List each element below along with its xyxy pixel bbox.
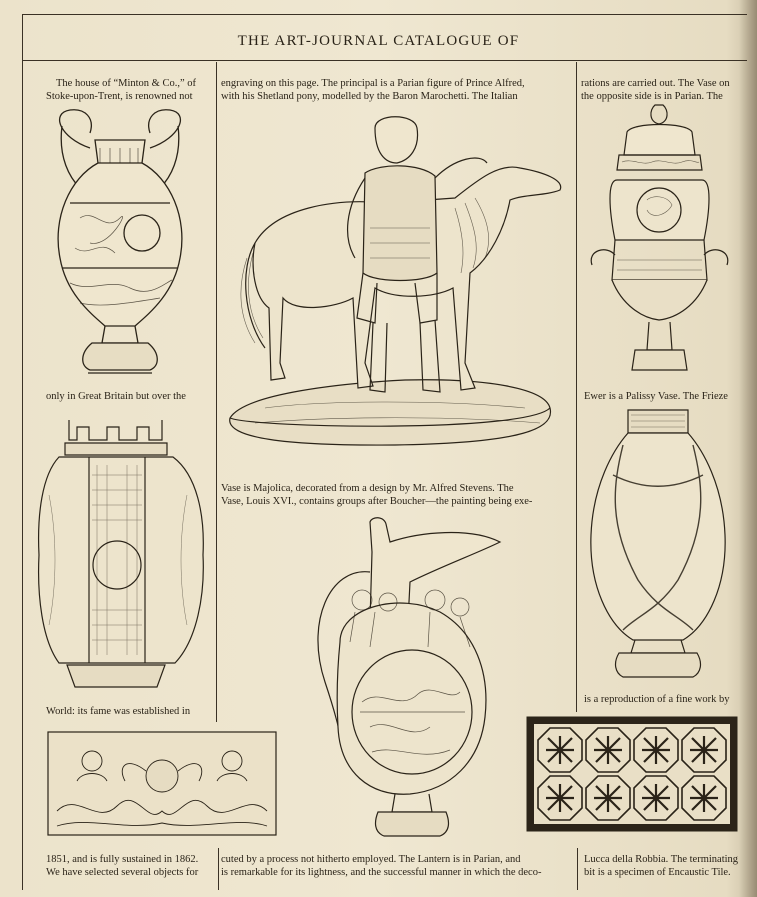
left-intro-line-1: The house of “Minton & Co.,” of — [56, 78, 196, 89]
louis-xvi-vase-engraving — [587, 100, 732, 385]
prince-alfred-pony-engraving — [225, 108, 570, 453]
center-top-line-2: with his Shetland pony, modelled by the Baron Marochetti. The Italian — [221, 91, 518, 102]
left-world-line: World: its fame was established in — [46, 706, 191, 717]
center-mid-line-1: Vase is Majolica, decorated from a design by Mr. Alfred Stevens. The — [221, 483, 514, 494]
page-title: THE ART-JOURNAL CATALOGUE OF — [237, 33, 520, 49]
right-top-line-1: rations are carried out. The Vase on — [581, 78, 730, 89]
center-bottom-line-1: cuted by a process not hitherto employed. The Lantern is in Parian, and — [221, 854, 521, 865]
encaustic-tile-engraving — [526, 716, 738, 832]
right-repro-line: is a reproduction of a fine work by — [584, 694, 730, 705]
frame-left-rule — [22, 14, 23, 890]
column-rule-lower-left — [218, 848, 219, 890]
center-mid-line-2: Vase, Louis XVI., contains groups after Boucher—the painting being exe- — [221, 496, 533, 507]
majolica-vase-engraving — [50, 108, 190, 383]
frame-top-rule — [22, 14, 747, 15]
column-rule-lower-right — [577, 848, 578, 890]
frieze-engraving — [47, 731, 277, 836]
left-bottom-line-1: 1851, and is fully sustained in 1862. — [46, 854, 199, 865]
column-rule-right — [576, 62, 577, 712]
right-ewer-line: Ewer is a Palissy Vase. The Frieze — [584, 391, 728, 402]
right-bottom-line-2: bit is a specimen of Encaustic Tile. — [584, 867, 731, 878]
center-bottom-line-2: is remarkable for its lightness, and the successful manner in which the deco- — [221, 867, 542, 878]
parian-vase-engraving — [583, 405, 733, 685]
page-edge-shadow — [739, 0, 757, 897]
title-rule — [22, 60, 747, 61]
lantern-engraving — [37, 415, 207, 695]
left-intro-line-2: Stoke-upon-Trent, is renowned not — [46, 91, 193, 102]
right-bottom-line-1: Lucca della Robbia. The terminating — [584, 854, 739, 865]
right-top-line-2: the opposite side is in Parian. The — [581, 91, 723, 102]
center-top-line-1: engraving on this page. The principal is a Parian figure of Prince Alfred, — [221, 78, 525, 89]
palissy-ewer-engraving — [300, 512, 510, 842]
left-mid-line: only in Great Britain but over the — [46, 391, 186, 402]
column-rule-left — [216, 62, 217, 722]
left-bottom-line-2: We have selected several objects for — [46, 867, 199, 878]
